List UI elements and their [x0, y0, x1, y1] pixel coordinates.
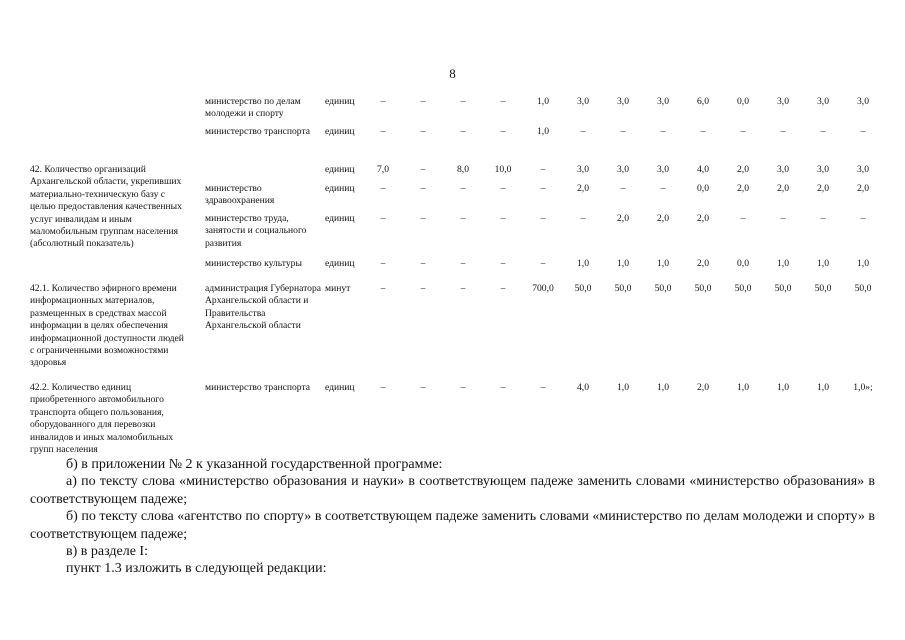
unit-cell: единиц — [325, 164, 355, 175]
value-cell: 3,0 — [777, 96, 789, 107]
value-cell: – — [500, 96, 506, 107]
value-cell: – — [460, 126, 466, 137]
value-cell: – — [380, 283, 386, 294]
executor-name: министерство по делам молодежи и спорту — [205, 96, 301, 120]
value-cell: – — [780, 213, 786, 224]
value-cell: 1,0 — [617, 258, 629, 269]
value-cell: 50,0 — [814, 283, 832, 294]
value-cell: 1,0 — [617, 382, 629, 393]
value-cell: 1,0 — [657, 258, 669, 269]
value-cell: – — [460, 213, 466, 224]
value-cell: – — [620, 183, 626, 194]
value-cell: 3,0 — [777, 164, 789, 175]
value-cell: 3,0 — [577, 164, 589, 175]
value-cell: – — [740, 213, 746, 224]
value-cell: 1,0 — [537, 126, 549, 137]
value-cell: 3,0 — [657, 164, 669, 175]
value-cell: – — [420, 382, 426, 393]
unit-cell: единиц — [325, 126, 355, 137]
value-cell: – — [500, 213, 506, 224]
value-cell: – — [460, 183, 466, 194]
value-cell: 50,0 — [774, 283, 792, 294]
value-cell: – — [540, 258, 546, 269]
executor-name: министерство культуры — [205, 258, 302, 269]
value-cell: – — [420, 126, 426, 137]
value-cell: 3,0 — [857, 96, 869, 107]
value-cell: – — [580, 126, 586, 137]
value-cell: 1,0 — [777, 382, 789, 393]
value-cell: 0,0 — [737, 258, 749, 269]
value-cell: – — [500, 258, 506, 269]
value-cell: 1,0 — [857, 258, 869, 269]
value-cell: – — [420, 164, 426, 175]
value-cell: 50,0 — [854, 283, 872, 294]
value-cell: – — [380, 382, 386, 393]
value-cell: – — [460, 258, 466, 269]
unit-cell: единиц — [325, 213, 355, 224]
value-cell: 7,0 — [377, 164, 389, 175]
value-cell: 2,0 — [577, 183, 589, 194]
value-cell: 1,0 — [777, 258, 789, 269]
value-cell: – — [540, 164, 546, 175]
value-cell: 50,0 — [614, 283, 632, 294]
value-cell: – — [420, 96, 426, 107]
value-cell: – — [380, 183, 386, 194]
value-cell: 6,0 — [697, 96, 709, 107]
value-cell: 2,0 — [817, 183, 829, 194]
page-number: 8 — [449, 66, 456, 81]
value-cell: 3,0 — [617, 96, 629, 107]
value-cell: 0,0 — [737, 96, 749, 107]
value-cell: – — [820, 213, 826, 224]
value-cell: 1,0 — [537, 96, 549, 107]
paragraph: б) в приложении № 2 к указанной государственной программе: — [66, 457, 443, 472]
value-cell: – — [460, 382, 466, 393]
indicator-name: 42. Количество организаций Архангельской области, укрепивших материально-техническую базу с целью предоставления качественных услуг инвалидам и иным маломобильным группам населения (абсолютный показатель) — [30, 164, 182, 250]
indicator-name: 42.2. Количество единиц приобретенного автомобильного транспорта общего пользования, оборудованного для перевозки инвалидов и иных маломобильных групп населения — [30, 382, 174, 456]
paragraph: б) по тексту слова «агентство по спорту» в соответствующем падеже заменить словами «министерство по делам молодежи и спорту» в соответствующем падеже; — [30, 509, 875, 542]
value-cell: 2,0 — [657, 213, 669, 224]
value-cell: – — [380, 96, 386, 107]
value-cell: 10,0 — [494, 164, 512, 175]
unit-cell: единиц — [325, 258, 355, 269]
unit-cell: единиц — [325, 183, 355, 194]
value-cell: – — [580, 213, 586, 224]
value-cell: – — [780, 126, 786, 137]
value-cell: 3,0 — [657, 96, 669, 107]
value-cell: – — [460, 283, 466, 294]
value-cell: – — [740, 126, 746, 137]
executor-name: министерство транспорта — [205, 126, 311, 137]
value-cell: 2,0 — [697, 258, 709, 269]
value-cell: 3,0 — [577, 96, 589, 107]
value-cell: – — [820, 126, 826, 137]
paragraph: в) в разделе I: — [66, 544, 148, 560]
value-cell: – — [860, 213, 866, 224]
indicator-name: 42.1. Количество эфирного времени информационных материалов, размещенных в средствах массой информации в целях обеспечения информационной доступности людей с ограниченными возможностями здоровья — [30, 283, 184, 369]
value-cell: – — [420, 283, 426, 294]
paragraph: пункт 1.3 изложить в следующей редакции: — [66, 561, 327, 577]
value-cell: – — [620, 126, 626, 137]
value-cell: 700,0 — [532, 283, 554, 294]
value-cell: 1,0 — [737, 382, 749, 393]
value-cell: 1,0 — [577, 258, 589, 269]
value-cell: – — [380, 213, 386, 224]
value-cell: – — [500, 183, 506, 194]
value-cell: 2,0 — [737, 164, 749, 175]
executor-name: администрация Губернатора Архангельской области и Правительства Архангельской области — [205, 283, 322, 332]
value-cell: 1,0 — [817, 258, 829, 269]
unit-cell: минут — [325, 283, 351, 294]
value-cell: 3,0 — [817, 164, 829, 175]
value-cell: – — [460, 96, 466, 107]
value-cell: – — [380, 126, 386, 137]
value-cell: 3,0 — [617, 164, 629, 175]
value-cell: 1,0 — [657, 382, 669, 393]
paragraph: а) по тексту слова «министерство образования и науки» в соответствующем падеже заменить словами «министерство образования» в соответствующем падеже; — [30, 474, 875, 507]
executor-name: министерство труда, занятости и социального развития — [205, 213, 307, 249]
value-cell: 2,0 — [697, 213, 709, 224]
value-cell: 50,0 — [574, 283, 592, 294]
value-cell: – — [420, 258, 426, 269]
value-cell: 50,0 — [654, 283, 672, 294]
value-cell: 3,0 — [817, 96, 829, 107]
value-cell: 50,0 — [734, 283, 752, 294]
value-cell: – — [660, 183, 666, 194]
value-cell: – — [700, 126, 706, 137]
value-cell: – — [860, 126, 866, 137]
value-cell: – — [420, 183, 426, 194]
value-cell: 2,0 — [697, 382, 709, 393]
value-cell: – — [540, 213, 546, 224]
value-cell: – — [660, 126, 666, 137]
value-cell: 2,0 — [737, 183, 749, 194]
value-cell: 1,0 — [817, 382, 829, 393]
value-cell: – — [500, 283, 506, 294]
value-cell: – — [500, 126, 506, 137]
value-cell: 2,0 — [857, 183, 869, 194]
value-cell: 50,0 — [694, 283, 712, 294]
value-cell: – — [380, 258, 386, 269]
value-cell: 3,0 — [857, 164, 869, 175]
value-cell: – — [540, 382, 546, 393]
value-cell: 4,0 — [577, 382, 589, 393]
executor-name: министерство здравоохранения — [205, 183, 275, 207]
executor-name: министерство транспорта — [205, 382, 311, 393]
unit-cell: единиц — [325, 96, 355, 107]
value-cell: – — [420, 213, 426, 224]
amendment-text — [30, 456, 875, 578]
value-cell: 2,0 — [617, 213, 629, 224]
value-cell: 4,0 — [697, 164, 709, 175]
value-cell: – — [500, 382, 506, 393]
value-cell: – — [540, 183, 546, 194]
value-cell: 0,0 — [697, 183, 709, 194]
value-cell: 2,0 — [777, 183, 789, 194]
value-cell: 1,0»; — [853, 382, 873, 393]
unit-cell: единиц — [325, 382, 355, 393]
value-cell: 8,0 — [457, 164, 469, 175]
